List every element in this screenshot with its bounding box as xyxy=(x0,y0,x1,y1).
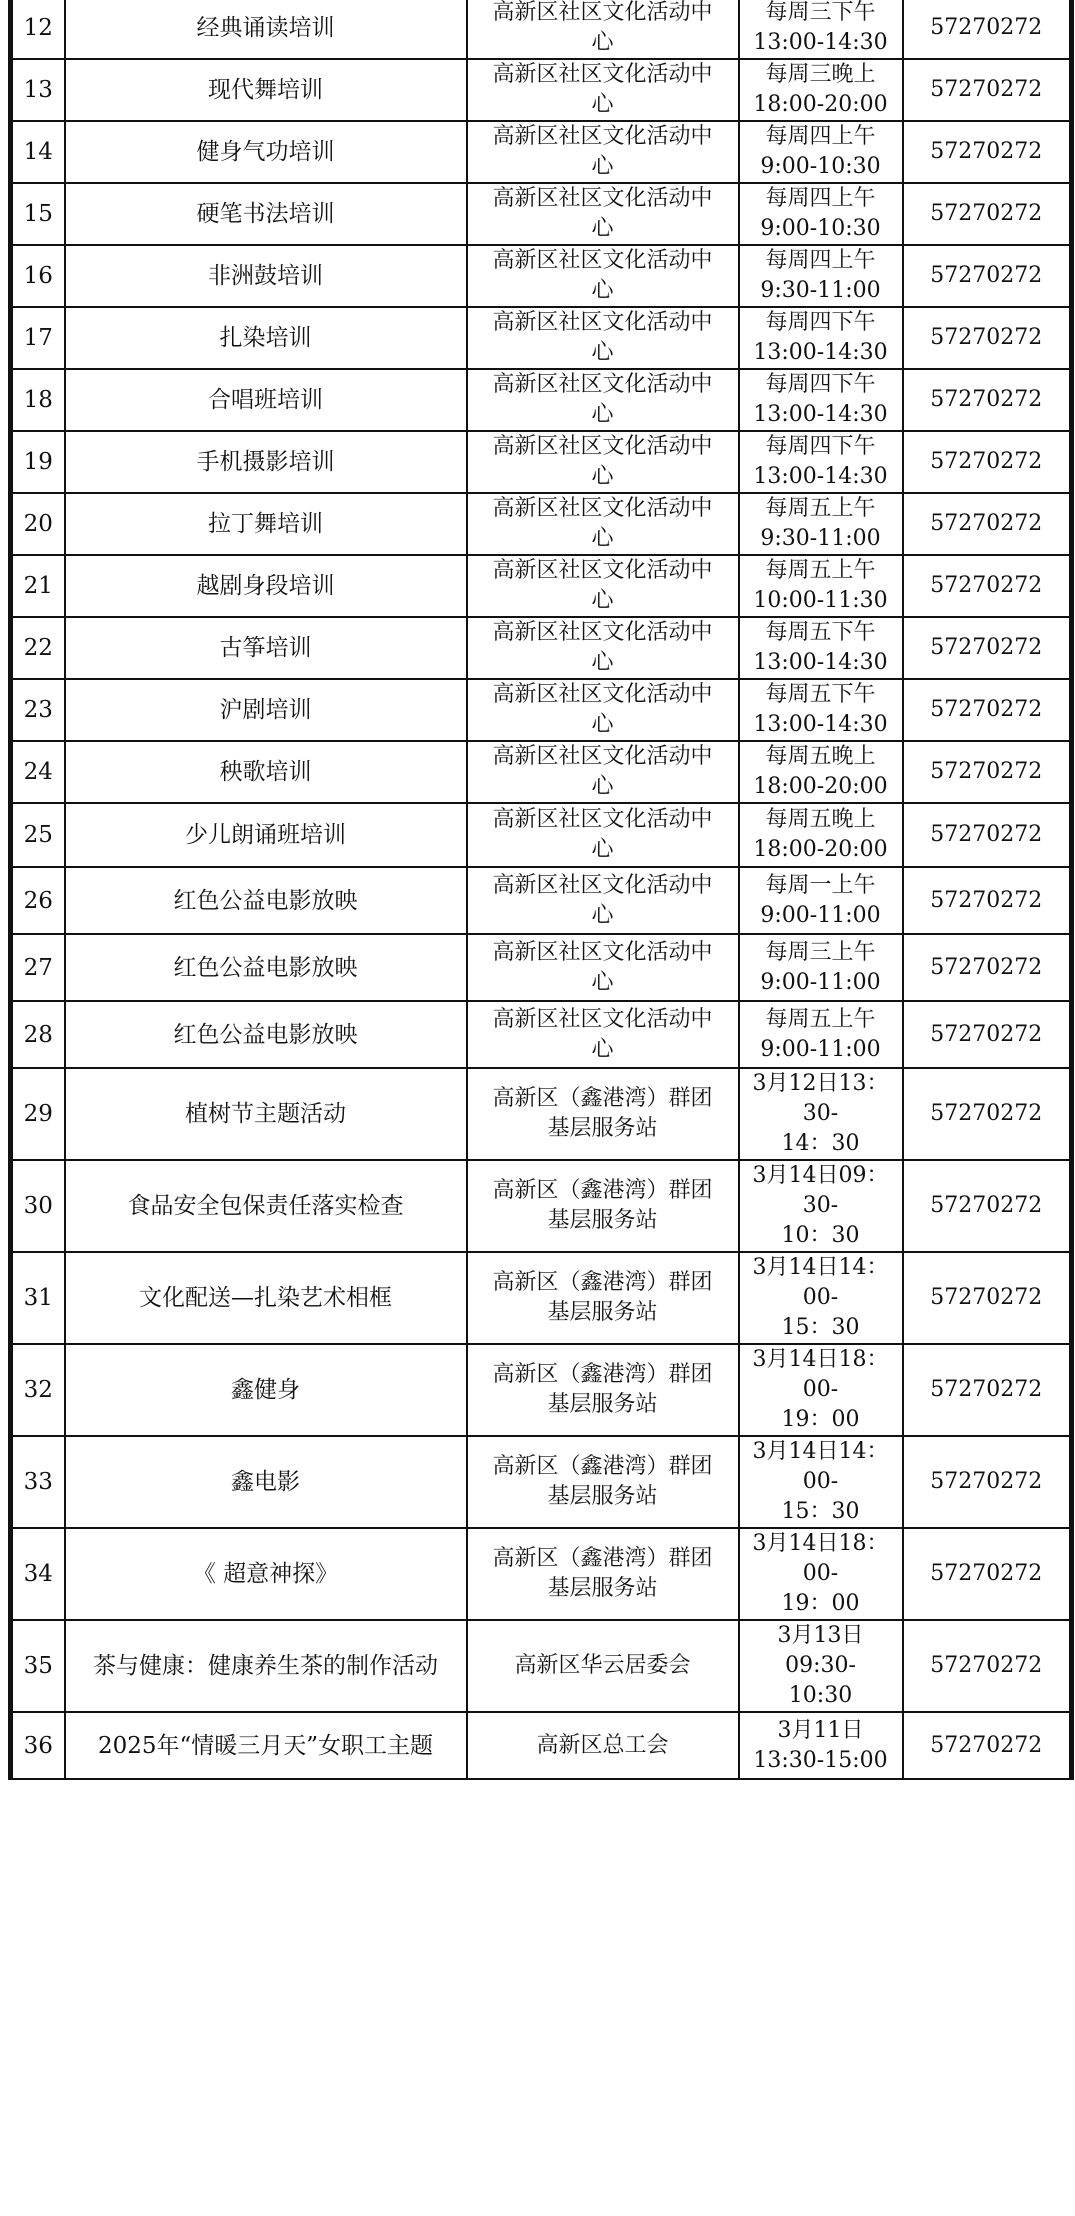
row-number-cell xyxy=(11,934,65,1001)
activity-name: 鑫电影 xyxy=(231,1469,300,1495)
contact-phone-cell xyxy=(903,1344,1072,1436)
contact-phone-cell xyxy=(903,245,1072,307)
activity-venue-cell xyxy=(467,59,739,121)
contact-phone: 57270272 xyxy=(930,1561,1043,1586)
activity-time: 每周五晚上 18:00-20:00 xyxy=(753,744,888,799)
activity-time: 每周四下午 13:00-14:30 xyxy=(753,372,888,427)
row-number-cell xyxy=(11,431,65,493)
activity-name: 现代舞培训 xyxy=(208,77,323,103)
activity-time-cell xyxy=(739,307,903,369)
table-row xyxy=(11,307,1072,369)
activity-venue-cell xyxy=(467,1068,739,1160)
activity-time: 每周一上午 9:00-11:00 xyxy=(760,872,881,928)
contact-phone: 57270272 xyxy=(930,1101,1043,1126)
row-number-cell xyxy=(11,1160,65,1252)
activity-time: 每周五晚上 18:00-20:00 xyxy=(753,807,888,862)
activity-venue-cell xyxy=(467,1160,739,1252)
activity-name: 手机摄影培训 xyxy=(196,449,335,475)
activity-venue-cell xyxy=(467,369,739,431)
contact-phone: 57270272 xyxy=(930,1469,1043,1494)
activity-venue: 高新区（鑫港湾）群团 基层服务站 xyxy=(492,1270,713,1325)
activity-name-cell xyxy=(65,59,467,121)
table-row xyxy=(11,369,1072,431)
activity-venue-cell xyxy=(467,1436,739,1528)
activity-time: 每周五下午 13:00-14:30 xyxy=(753,620,888,675)
activity-time: 每周三上午 9:00-11:00 xyxy=(760,939,881,995)
activity-name-cell xyxy=(65,1712,467,1779)
activity-name-cell xyxy=(65,1160,467,1252)
row-number-cell xyxy=(11,369,65,431)
activity-venue-cell xyxy=(467,741,739,803)
contact-phone: 57270272 xyxy=(930,77,1043,102)
activity-name-cell xyxy=(65,307,467,369)
row-number-cell xyxy=(11,555,65,617)
activity-venue-cell xyxy=(467,934,739,1001)
activity-name: 少儿朗诵班培训 xyxy=(185,822,346,848)
activity-venue-cell xyxy=(467,1712,739,1779)
activity-name-cell xyxy=(65,431,467,493)
contact-phone-cell xyxy=(903,1160,1072,1252)
table-row xyxy=(11,934,1072,1001)
table-row xyxy=(11,617,1072,679)
row-number: 28 xyxy=(23,1021,53,1048)
contact-phone: 57270272 xyxy=(930,1021,1043,1047)
activity-venue: 高新区社区文化活动中 心 xyxy=(492,434,713,489)
row-number: 22 xyxy=(23,635,53,661)
row-number: 26 xyxy=(23,887,53,914)
activity-time-cell xyxy=(739,1068,903,1160)
table-row xyxy=(11,1712,1072,1779)
activity-time-cell xyxy=(739,1344,903,1436)
activity-venue-cell xyxy=(467,867,739,934)
activity-venue: 高新区社区文化活动中 心 xyxy=(492,124,713,179)
contact-phone: 57270272 xyxy=(930,201,1043,226)
row-number: 23 xyxy=(23,697,53,723)
activity-name: 健身气功培训 xyxy=(196,139,335,165)
activity-venue: 高新区（鑫港湾）群团 基层服务站 xyxy=(492,1362,713,1417)
contact-phone-cell xyxy=(903,1620,1072,1712)
contact-phone: 57270272 xyxy=(930,1732,1043,1758)
table-row xyxy=(11,245,1072,307)
row-number: 29 xyxy=(23,1101,53,1127)
row-number: 12 xyxy=(23,15,53,41)
activity-time: 每周四上午 9:00-10:30 xyxy=(760,124,881,179)
row-number: 24 xyxy=(23,759,53,785)
activity-venue: 高新区社区文化活动中 心 xyxy=(492,248,713,303)
activity-name-cell xyxy=(65,183,467,245)
activity-name-cell xyxy=(65,679,467,741)
activity-venue: 高新区社区文化活动中 心 xyxy=(492,872,713,928)
table-row xyxy=(11,183,1072,245)
activity-time: 3月14日18：00- 19：00 xyxy=(752,1347,889,1432)
activity-name-cell xyxy=(65,1344,467,1436)
row-number: 36 xyxy=(23,1732,53,1759)
table-row xyxy=(11,493,1072,555)
table-row xyxy=(11,867,1072,934)
activity-name-cell xyxy=(65,1001,467,1068)
activity-name: 越剧身段培训 xyxy=(196,573,335,599)
table-row xyxy=(11,1528,1072,1620)
contact-phone: 57270272 xyxy=(930,1285,1043,1310)
contact-phone-cell xyxy=(903,1712,1072,1779)
activity-time-cell xyxy=(739,1252,903,1344)
table-row xyxy=(11,1252,1072,1344)
row-number-cell xyxy=(11,1712,65,1779)
activity-name-cell xyxy=(65,245,467,307)
activity-name: 茶与健康：健康养生茶的制作活动 xyxy=(93,1653,438,1679)
activity-time-cell xyxy=(739,1620,903,1712)
activity-time-cell xyxy=(739,1712,903,1779)
contact-phone: 57270272 xyxy=(930,1193,1043,1218)
activity-name: 红色公益电影放映 xyxy=(173,887,358,914)
contact-phone: 57270272 xyxy=(930,139,1043,164)
activity-time: 每周四下午 13:00-14:30 xyxy=(753,434,888,489)
activity-venue-cell xyxy=(467,493,739,555)
activity-time: 3月14日09：30- 10：30 xyxy=(752,1163,889,1248)
contact-phone-cell xyxy=(903,617,1072,679)
activity-venue: 高新区（鑫港湾）群团 基层服务站 xyxy=(492,1178,713,1233)
activity-name-cell xyxy=(65,867,467,934)
activity-time: 3月14日14：00- 15：30 xyxy=(752,1439,889,1524)
contact-phone-cell xyxy=(903,1001,1072,1068)
activity-time-cell xyxy=(739,1436,903,1528)
activity-time-cell xyxy=(739,867,903,934)
row-number-cell xyxy=(11,1344,65,1436)
schedule-table-body xyxy=(11,0,1072,1779)
activity-time-cell xyxy=(739,183,903,245)
contact-phone-cell xyxy=(903,0,1072,59)
activity-name: 秧歌培训 xyxy=(219,759,312,785)
activity-name-cell xyxy=(65,121,467,183)
contact-phone-cell xyxy=(903,121,1072,183)
table-row xyxy=(11,679,1072,741)
activity-venue-cell xyxy=(467,307,739,369)
row-number-cell xyxy=(11,307,65,369)
activity-time-cell xyxy=(739,431,903,493)
contact-phone: 57270272 xyxy=(930,573,1043,598)
row-number-cell xyxy=(11,183,65,245)
activity-time: 3月14日14：00- 15：30 xyxy=(752,1255,889,1340)
activity-name-cell xyxy=(65,555,467,617)
activity-venue-cell xyxy=(467,617,739,679)
row-number-cell xyxy=(11,0,65,59)
activity-time-cell xyxy=(739,934,903,1001)
activity-venue-cell xyxy=(467,679,739,741)
contact-phone: 57270272 xyxy=(930,263,1043,288)
activity-name: 文化配送—扎染艺术相框 xyxy=(139,1285,392,1311)
activity-name: 食品安全包保责任落实检查 xyxy=(127,1193,404,1219)
activity-name: 拉丁舞培训 xyxy=(208,511,323,537)
row-number: 33 xyxy=(23,1469,53,1495)
activity-name-cell xyxy=(65,1436,467,1528)
activity-name-cell xyxy=(65,1252,467,1344)
activity-time-cell xyxy=(739,59,903,121)
table-row xyxy=(11,59,1072,121)
activity-venue: 高新区社区文化活动中 心 xyxy=(492,0,713,55)
activity-name-cell xyxy=(65,493,467,555)
activity-name: 2025年“情暖三月天”女职工主题 xyxy=(97,1732,434,1759)
contact-phone-cell xyxy=(903,867,1072,934)
activity-time: 每周四下午 13:00-14:30 xyxy=(753,310,888,365)
table-row xyxy=(11,741,1072,803)
activity-name: 合唱班培训 xyxy=(208,387,323,413)
table-row xyxy=(11,121,1072,183)
activity-venue: 高新区社区文化活动中 心 xyxy=(492,62,713,117)
activity-time-cell xyxy=(739,493,903,555)
activity-time-cell xyxy=(739,1528,903,1620)
activity-name-cell xyxy=(65,0,467,59)
activity-name: 鑫健身 xyxy=(231,1377,300,1403)
row-number-cell xyxy=(11,1252,65,1344)
row-number: 13 xyxy=(23,77,53,103)
table-row xyxy=(11,1160,1072,1252)
table-row xyxy=(11,431,1072,493)
contact-phone: 57270272 xyxy=(930,511,1043,536)
row-number: 19 xyxy=(23,449,53,475)
activity-name: 红色公益电影放映 xyxy=(173,954,358,981)
activity-time: 3月13日09:30- 10:30 xyxy=(777,1623,864,1708)
activity-name: 硬笔书法培训 xyxy=(196,201,335,227)
contact-phone: 57270272 xyxy=(930,325,1043,350)
activity-time-cell xyxy=(739,803,903,867)
activity-time-cell xyxy=(739,555,903,617)
contact-phone-cell xyxy=(903,741,1072,803)
row-number: 25 xyxy=(23,822,53,848)
row-number: 34 xyxy=(23,1561,53,1587)
contact-phone-cell xyxy=(903,934,1072,1001)
activity-name: 古筝培训 xyxy=(219,635,312,661)
activity-venue-cell xyxy=(467,1620,739,1712)
row-number-cell xyxy=(11,1001,65,1068)
row-number-cell xyxy=(11,1620,65,1712)
activity-venue: 高新区（鑫港湾）群团 基层服务站 xyxy=(492,1086,713,1141)
activity-time-cell xyxy=(739,1160,903,1252)
activity-venue: 高新区总工会 xyxy=(536,1732,669,1758)
activity-venue: 高新区社区文化活动中 心 xyxy=(492,496,713,551)
row-number: 15 xyxy=(23,201,53,227)
activity-venue: 高新区社区文化活动中 心 xyxy=(492,620,713,675)
activity-venue: 高新区社区文化活动中 心 xyxy=(492,744,713,799)
contact-phone: 57270272 xyxy=(930,887,1043,913)
activity-venue: 高新区社区文化活动中 心 xyxy=(492,310,713,365)
activity-venue: 高新区（鑫港湾）群团 基层服务站 xyxy=(492,1454,713,1509)
activity-time: 每周五下午 13:00-14:30 xyxy=(753,682,888,737)
contact-phone: 57270272 xyxy=(930,15,1043,40)
row-number: 30 xyxy=(23,1193,53,1219)
activity-time-cell xyxy=(739,0,903,59)
row-number: 31 xyxy=(23,1285,53,1311)
activity-time-cell xyxy=(739,369,903,431)
table-row xyxy=(11,1436,1072,1528)
row-number: 20 xyxy=(23,511,53,537)
row-number-cell xyxy=(11,245,65,307)
activity-name-cell xyxy=(65,1620,467,1712)
activity-time: 3月14日18：00- 19：00 xyxy=(752,1531,889,1616)
row-number: 16 xyxy=(23,263,53,289)
row-number: 14 xyxy=(23,139,53,165)
activity-venue: 高新区社区文化活动中 心 xyxy=(492,1006,713,1062)
table-row xyxy=(11,803,1072,867)
activity-name-cell xyxy=(65,741,467,803)
contact-phone: 57270272 xyxy=(930,954,1043,980)
activity-venue: 高新区社区文化活动中 心 xyxy=(492,372,713,427)
activity-time: 每周五上午 9:30-11:00 xyxy=(760,496,881,551)
activity-time-cell xyxy=(739,617,903,679)
row-number-cell xyxy=(11,741,65,803)
activity-name-cell xyxy=(65,934,467,1001)
activity-name: 经典诵读培训 xyxy=(196,15,335,41)
row-number-cell xyxy=(11,1436,65,1528)
activity-schedule-table xyxy=(8,0,1074,1780)
contact-phone-cell xyxy=(903,431,1072,493)
row-number-cell xyxy=(11,867,65,934)
table-row xyxy=(11,1001,1072,1068)
activity-venue: 高新区社区文化活动中 心 xyxy=(492,682,713,737)
contact-phone-cell xyxy=(903,59,1072,121)
activity-time-cell xyxy=(739,741,903,803)
activity-time-cell xyxy=(739,121,903,183)
table-row xyxy=(11,1344,1072,1436)
table-row xyxy=(11,1068,1072,1160)
contact-phone: 57270272 xyxy=(930,822,1043,847)
activity-time: 3月12日13：30- 14：30 xyxy=(752,1071,889,1156)
activity-venue-cell xyxy=(467,0,739,59)
contact-phone-cell xyxy=(903,555,1072,617)
contact-phone: 57270272 xyxy=(930,1377,1043,1402)
activity-name: 非洲鼓培训 xyxy=(208,263,323,289)
row-number-cell xyxy=(11,59,65,121)
activity-time: 每周三下午 13:00-14:30 xyxy=(753,0,888,55)
activity-name-cell xyxy=(65,1528,467,1620)
activity-venue-cell xyxy=(467,431,739,493)
contact-phone: 57270272 xyxy=(930,697,1043,722)
activity-name: 沪剧培训 xyxy=(219,697,312,723)
row-number: 17 xyxy=(23,325,53,351)
contact-phone-cell xyxy=(903,307,1072,369)
contact-phone: 57270272 xyxy=(930,759,1043,784)
contact-phone-cell xyxy=(903,1436,1072,1528)
activity-name-cell xyxy=(65,1068,467,1160)
activity-venue-cell xyxy=(467,1001,739,1068)
activity-name: 《 超意神探》 xyxy=(192,1561,339,1587)
activity-name: 红色公益电影放映 xyxy=(173,1021,358,1048)
row-number: 35 xyxy=(23,1653,53,1679)
row-number-cell xyxy=(11,1528,65,1620)
contact-phone: 57270272 xyxy=(930,449,1043,474)
activity-time-cell xyxy=(739,245,903,307)
activity-time: 每周三晚上 18:00-20:00 xyxy=(753,62,888,117)
row-number: 18 xyxy=(23,387,53,413)
activity-venue: 高新区社区文化活动中 心 xyxy=(492,939,713,995)
activity-name-cell xyxy=(65,369,467,431)
activity-venue: 高新区华云居委会 xyxy=(514,1653,691,1678)
row-number: 21 xyxy=(23,573,53,599)
row-number: 27 xyxy=(23,954,53,981)
activity-venue: 高新区（鑫港湾）群团 基层服务站 xyxy=(492,1546,713,1601)
contact-phone: 57270272 xyxy=(930,387,1043,412)
contact-phone-cell xyxy=(903,493,1072,555)
table-row xyxy=(11,555,1072,617)
contact-phone-cell xyxy=(903,1528,1072,1620)
contact-phone-cell xyxy=(903,679,1072,741)
activity-venue: 高新区社区文化活动中 心 xyxy=(492,186,713,241)
row-number-cell xyxy=(11,679,65,741)
activity-venue: 高新区社区文化活动中 心 xyxy=(492,807,713,862)
activity-name: 植树节主题活动 xyxy=(185,1101,346,1127)
activity-time: 每周四上午 9:30-11:00 xyxy=(760,248,881,303)
row-number-cell xyxy=(11,493,65,555)
row-number: 32 xyxy=(23,1377,53,1403)
activity-time: 每周五上午 10:00-11:30 xyxy=(753,558,888,613)
activity-venue-cell xyxy=(467,183,739,245)
activity-time-cell xyxy=(739,679,903,741)
contact-phone-cell xyxy=(903,183,1072,245)
contact-phone-cell xyxy=(903,1068,1072,1160)
activity-name-cell xyxy=(65,803,467,867)
contact-phone-cell xyxy=(903,803,1072,867)
contact-phone: 57270272 xyxy=(930,1653,1043,1678)
activity-venue-cell xyxy=(467,1528,739,1620)
activity-venue-cell xyxy=(467,1252,739,1344)
activity-time: 每周四上午 9:00-10:30 xyxy=(760,186,881,241)
activity-venue-cell xyxy=(467,1344,739,1436)
contact-phone: 57270272 xyxy=(930,635,1043,660)
row-number-cell xyxy=(11,803,65,867)
activity-venue-cell xyxy=(467,555,739,617)
activity-venue-cell xyxy=(467,121,739,183)
contact-phone-cell xyxy=(903,1252,1072,1344)
row-number-cell xyxy=(11,617,65,679)
row-number-cell xyxy=(11,1068,65,1160)
row-number-cell xyxy=(11,121,65,183)
table-row xyxy=(11,0,1072,59)
activity-venue: 高新区社区文化活动中 心 xyxy=(492,558,713,613)
activity-time: 每周五上午 9:00-11:00 xyxy=(760,1006,881,1062)
activity-venue-cell xyxy=(467,803,739,867)
contact-phone-cell xyxy=(903,369,1072,431)
activity-name-cell xyxy=(65,617,467,679)
table-row xyxy=(11,1620,1072,1712)
activity-name: 扎染培训 xyxy=(219,325,312,351)
activity-time-cell xyxy=(739,1001,903,1068)
activity-venue-cell xyxy=(467,245,739,307)
activity-time: 3月11日 13:30-15:00 xyxy=(753,1717,888,1773)
